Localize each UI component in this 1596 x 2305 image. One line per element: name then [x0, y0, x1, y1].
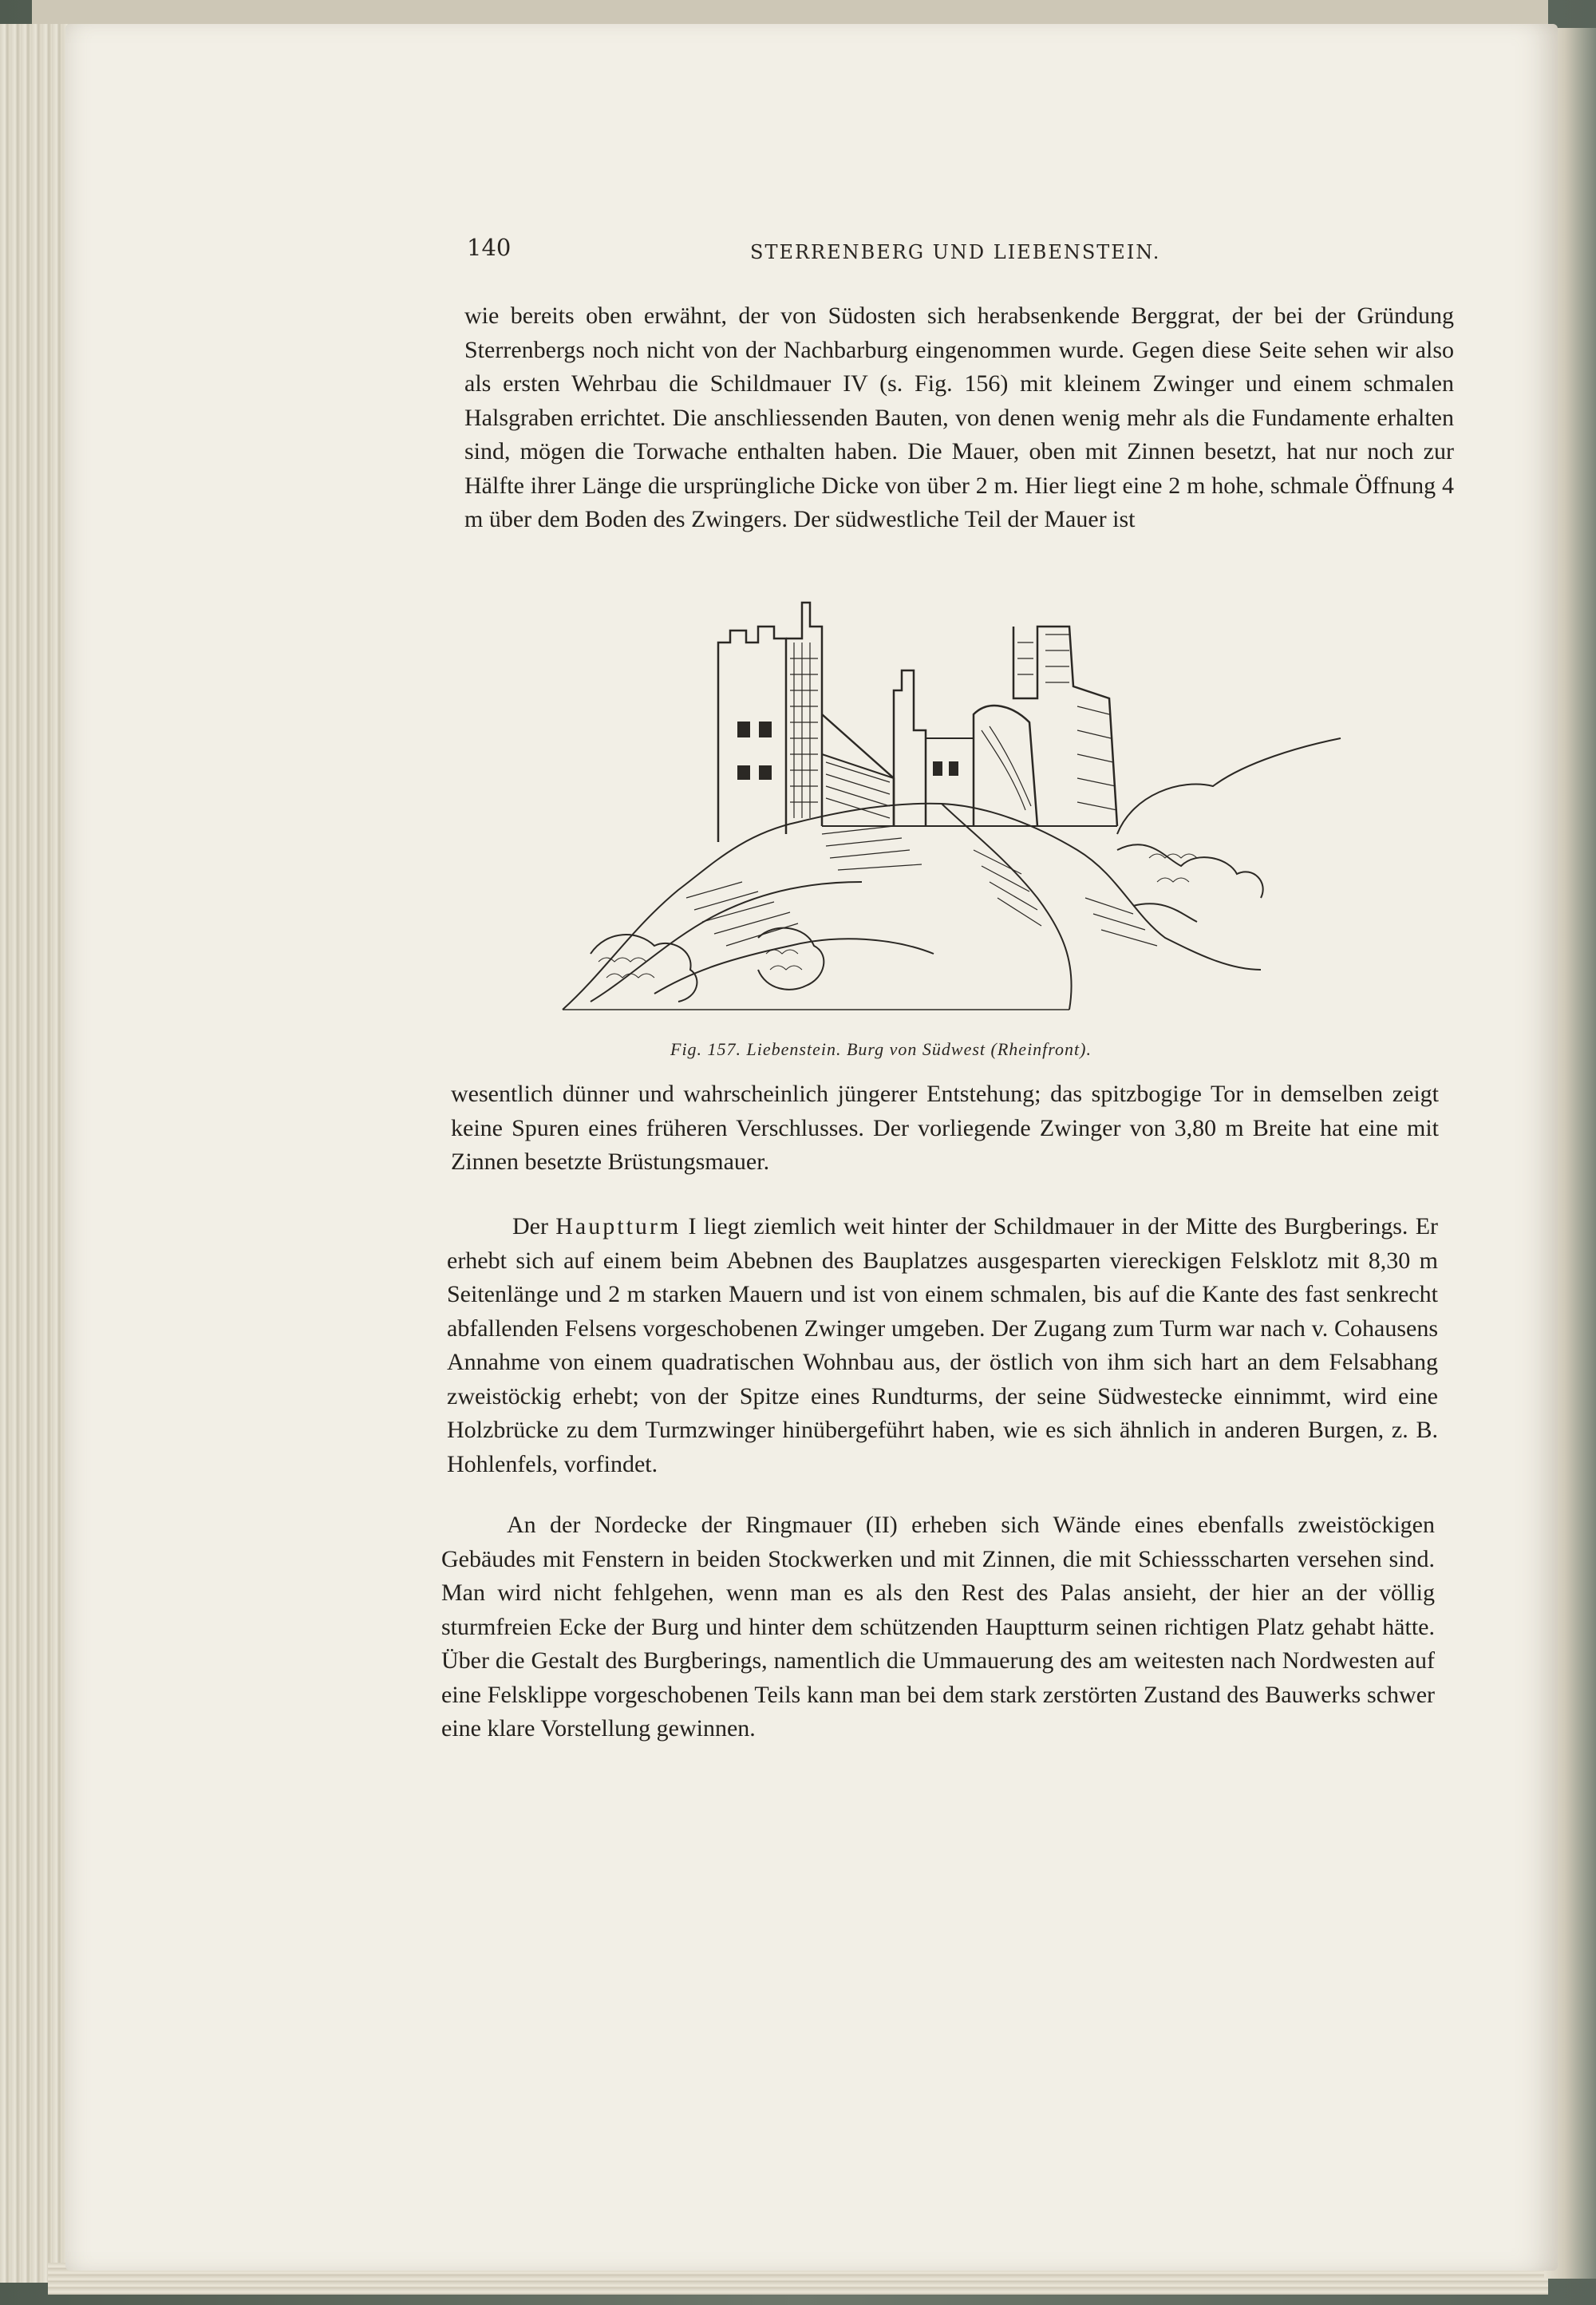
paragraph-3 [447, 1210, 1438, 1481]
paragraph-4: An der Nordecke der Ringmauer (II) erheben sich Wände eines ebenfalls zweistöckigen Gebäudes mit Fenstern in beiden Stockwerken und mit Zinnen, die mit Schiessscharten versehen sind. Man wird nicht fehlgehen, wenn man es als den Rest des Palas ansieht, der hier an der völlig sturmfreien Ecke der Burg und hinter dem schützenden Hauptturm seinen richtigen Platz gehabt hätte. Über die Gestalt des Burgberings, namentlich die Ummauerung des am weitesten nach Nordwesten auf eine Felsklippe vorgeschobenen Teils kann man bei dem stark zerstörten Zustand des Bauwerks schwer eine klare Vorstellung gewinnen. [441, 1512, 1435, 1742]
paragraph-3-lead: Der [512, 1213, 548, 1239]
page-number: 140 [467, 234, 512, 261]
paragraph-2: wesentlich dünner und wahrscheinlich jüngerer Entstehung; das spitzbogige Tor in demselben zeigt keine Spuren eines früheren Verschlusses. Der vorliegende Zwinger von 3,80 m Breite hat eine mit Zinnen besetzte Brüstungsmauer. [451, 1081, 1439, 1175]
book-top-edge [32, 0, 1548, 24]
castle-ruins-drawing [559, 595, 1357, 1026]
castle-illustration [559, 595, 1357, 1026]
figure-caption: Fig. 157. Liebenstein. Burg von Südwest (Rheinfront). [670, 1039, 1092, 1059]
page-header [467, 233, 1185, 268]
term-hauptturm: Hauptturm [555, 1213, 681, 1239]
running-title: STERRENBERG UND LIEBENSTEIN. [750, 241, 1161, 263]
paragraph-3-rest: I liegt ziemlich weit hinter der Schildmauer in der Mitte des Burgberings. Er erhebt sich auf einem beim Abebnen des Bauplatzes ausgesparten viereckigen Felsklotz mit 8,30 m Seitenlänge und 2 m starken Mauern und ist von einem schmalen, bis auf die Kante des fast senkrecht abfallenden Felsens vorgeschobenen Zwinger umgeben. Der Zugang zum Turm war nach v. Cohausens Annahme von einem quadratischen Wohnbau aus, der östlich von ihm sich hart an dem Felsabhang zweistöckig erhebt; von der Spitze eines Rundturms, der seine Südwestecke einnimmt, wird eine Holzbrücke zu dem Turmzwinger hinübergeführt haben, wie es sich ähnlich in anderen Burgen, z. B. Hohlenfels, vorfindet. [447, 1213, 1439, 1477]
paragraph-1: wie bereits oben erwähnt, der von Südosten sich herabsenkende Berggrat, der bei der Gründung Sterrenbergs noch nicht von der Nachbarburg eingenommen wurde. Gegen diese Seite sehen wir also als ersten Wehrbau die Schildmauer IV (s. Fig. 156) mit kleinem Zwinger und einem schmalen Halsgraben errichtet. Die anschliessenden Bauten, von denen wenig mehr als die Fundamente erhalten sind, mögen die Torwache enthalten haben. Die Mauer, oben mit Zinnen besetzt, hat nur noch zur Hälfte ihrer Länge die ursprüngliche Dicke von über 2 m. Hier liegt eine 2 m hohe, schmale Öffnung 4 m über dem Boden des Zwingers. Der südwestliche Teil der Mauer ist [464, 302, 1454, 532]
